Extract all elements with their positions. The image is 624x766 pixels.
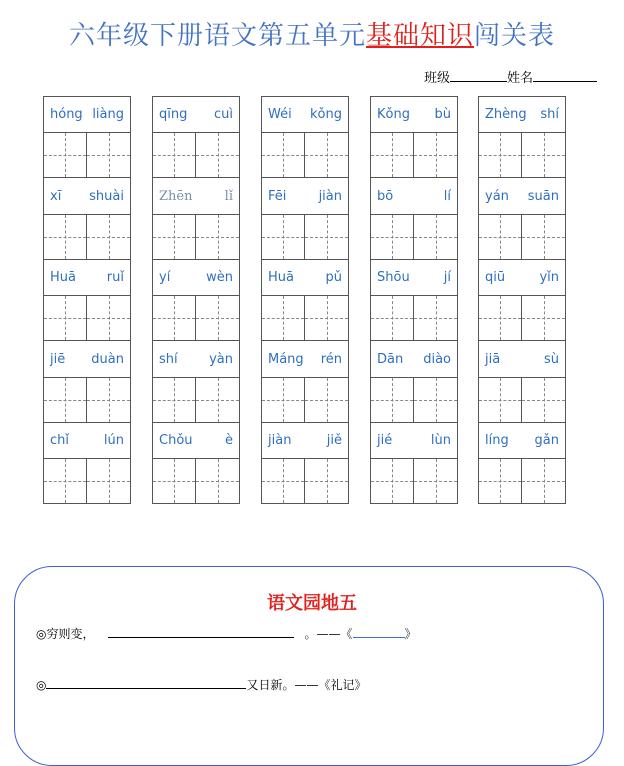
pinyin-label	[479, 260, 565, 296]
word-cell	[44, 342, 130, 423]
pinyin-syllable-2: gǎn	[534, 433, 559, 448]
pinyin-syllable-2: shí	[540, 107, 559, 122]
pinyin-syllable-1: jiē	[50, 351, 66, 367]
pinyin-syllable-2: rén	[320, 351, 342, 367]
pinyin-label	[371, 260, 457, 296]
word-cell	[371, 260, 457, 341]
word-cell	[479, 423, 565, 504]
section-title: 语文园地五	[267, 593, 357, 614]
pinyin-syllable-1: Zhēn	[159, 188, 193, 204]
word-cell	[153, 179, 239, 260]
title-prefix: 六年级下册语文第五单元	[68, 21, 366, 51]
quote-2-prefix: ◎	[36, 678, 47, 692]
writing-box[interactable]	[262, 459, 305, 504]
writing-box[interactable]	[414, 378, 457, 423]
writing-box[interactable]	[87, 459, 130, 504]
pinyin-syllable-1: jié	[377, 433, 393, 448]
pinyin-label	[44, 179, 130, 215]
pinyin-syllable-2: sù	[543, 351, 559, 367]
pinyin-syllable-2: liàng	[92, 107, 124, 122]
word-cell	[262, 179, 348, 260]
pinyin-syllable-1: Dān	[377, 351, 404, 367]
word-cell	[153, 423, 239, 504]
writing-box[interactable]	[87, 133, 130, 178]
pinyin-syllable-2: ruǐ	[106, 270, 124, 285]
writing-box[interactable]	[479, 378, 522, 423]
writing-box[interactable]	[153, 459, 196, 504]
pinyin-syllable-1: qīng	[159, 107, 188, 122]
pinyin-syllable-2: bù	[434, 107, 451, 122]
pinyin-column	[370, 96, 458, 504]
writing-box[interactable]	[371, 459, 414, 504]
writing-box[interactable]	[414, 133, 457, 178]
writing-box[interactable]	[153, 133, 196, 178]
pinyin-syllable-2: lún	[103, 433, 124, 448]
pinyin-label	[479, 179, 565, 215]
pinyin-label	[44, 342, 130, 378]
pinyin-label	[479, 423, 565, 459]
word-cell	[262, 260, 348, 341]
pinyin-syllable-2: yǐn	[539, 270, 559, 285]
word-cell	[262, 342, 348, 423]
writing-box[interactable]	[262, 215, 305, 260]
writing-box[interactable]	[371, 215, 414, 260]
writing-box[interactable]	[522, 378, 565, 423]
writing-box[interactable]	[305, 296, 348, 341]
writing-box[interactable]	[522, 215, 565, 260]
pinyin-label	[479, 342, 565, 378]
word-cell	[371, 342, 457, 423]
pinyin-syllable-1: Chǒu	[159, 433, 193, 448]
pinyin-syllable-1: chǐ	[50, 433, 69, 448]
word-cell	[262, 423, 348, 504]
pinyin-label	[262, 423, 348, 459]
writing-box[interactable]	[196, 296, 239, 341]
quote-1-prefix: ◎穷则变，	[36, 627, 95, 641]
pinyin-column	[152, 96, 240, 504]
writing-box[interactable]	[262, 378, 305, 423]
writing-box[interactable]	[371, 378, 414, 423]
writing-box[interactable]	[44, 459, 87, 504]
word-cell	[44, 260, 130, 341]
pinyin-syllable-2: lí	[443, 188, 451, 204]
writing-box[interactable]	[87, 296, 130, 341]
pinyin-label	[153, 423, 239, 459]
pinyin-syllable-2: yàn	[209, 351, 233, 367]
writing-box[interactable]	[153, 296, 196, 341]
pinyin-label	[44, 423, 130, 459]
word-cell	[479, 97, 565, 178]
pinyin-syllable-2: kǒng	[310, 107, 342, 122]
pinyin-syllable-1: hóng	[50, 107, 83, 122]
quote-2-blank[interactable]	[46, 676, 246, 689]
writing-box[interactable]	[479, 296, 522, 341]
pinyin-syllable-2: lùn	[430, 433, 451, 448]
pinyin-syllable-2: pǔ	[325, 270, 342, 285]
word-cell	[153, 342, 239, 423]
writing-box[interactable]	[479, 215, 522, 260]
writing-box[interactable]	[44, 378, 87, 423]
writing-box[interactable]	[414, 215, 457, 260]
pinyin-label	[262, 97, 348, 133]
class-blank[interactable]	[450, 69, 507, 82]
word-cell	[153, 97, 239, 178]
pinyin-column	[478, 96, 566, 504]
writing-box[interactable]	[196, 133, 239, 178]
writing-box[interactable]	[305, 459, 348, 504]
writing-box[interactable]	[153, 378, 196, 423]
pinyin-syllable-1: jiā	[485, 351, 501, 367]
pinyin-label	[371, 423, 457, 459]
word-cell	[371, 423, 457, 504]
pinyin-syllable-2: cuì	[214, 107, 233, 122]
pinyin-label	[262, 260, 348, 296]
writing-box[interactable]	[305, 133, 348, 178]
writing-box[interactable]	[305, 378, 348, 423]
writing-box[interactable]	[44, 296, 87, 341]
pinyin-label	[153, 342, 239, 378]
quote-1-mid: 。——《	[304, 627, 353, 641]
pinyin-syllable-2: lǐ	[224, 188, 233, 204]
writing-box[interactable]	[522, 296, 565, 341]
quote-1-source-blank[interactable]	[353, 625, 405, 638]
name-label: 姓名	[507, 71, 534, 86]
pinyin-syllable-2: jí	[443, 270, 451, 285]
pinyin-label	[371, 179, 457, 215]
pinyin-syllable-2: wèn	[206, 270, 233, 285]
pinyin-syllable-1: Wéi	[268, 107, 292, 122]
quote-line-2	[36, 676, 367, 693]
page-title	[0, 15, 624, 52]
pinyin-syllable-1: yí	[159, 270, 171, 285]
writing-box[interactable]	[262, 133, 305, 178]
pinyin-syllable-2: diào	[423, 351, 451, 367]
pinyin-label	[44, 260, 130, 296]
pinyin-syllable-1: shí	[159, 351, 178, 367]
title-highlight: 基础知识	[365, 21, 474, 51]
word-cell	[153, 260, 239, 341]
quote-1-suffix: 》	[404, 627, 417, 641]
writing-box[interactable]	[196, 215, 239, 260]
writing-box[interactable]	[371, 296, 414, 341]
word-cell	[479, 179, 565, 260]
pinyin-syllable-1: Kǒng	[377, 107, 410, 122]
word-cell	[44, 97, 130, 178]
pinyin-syllable-2: è	[225, 433, 233, 448]
word-cell	[479, 342, 565, 423]
pinyin-syllable-1: qiū	[485, 270, 506, 285]
pinyin-label	[262, 179, 348, 215]
writing-box[interactable]	[87, 378, 130, 423]
writing-box[interactable]	[522, 133, 565, 178]
writing-box[interactable]	[153, 215, 196, 260]
pinyin-syllable-1: yán	[485, 188, 509, 204]
quote-1-blank[interactable]	[108, 625, 294, 638]
title-suffix: 闯关表	[474, 21, 556, 51]
quote-line-1	[36, 625, 417, 642]
writing-box[interactable]	[87, 215, 130, 260]
quote-2-suffix: 又日新。——《礼记》	[246, 678, 367, 692]
pinyin-column	[43, 96, 131, 504]
writing-box[interactable]	[305, 215, 348, 260]
writing-box[interactable]	[522, 459, 565, 504]
pinyin-syllable-1: Zhèng	[485, 107, 527, 122]
pinyin-syllable-1: Huā	[50, 270, 76, 285]
pinyin-syllable-1: bō	[377, 188, 394, 204]
pinyin-syllable-1: Máng	[268, 351, 304, 367]
pinyin-syllable-2: duàn	[91, 351, 124, 367]
pinyin-label	[153, 179, 239, 215]
writing-box[interactable]	[196, 459, 239, 504]
word-cell	[44, 179, 130, 260]
writing-box[interactable]	[479, 459, 522, 504]
name-blank[interactable]	[533, 69, 597, 82]
pinyin-label	[262, 342, 348, 378]
pinyin-label	[44, 97, 130, 133]
word-cell	[479, 260, 565, 341]
writing-box[interactable]	[371, 133, 414, 178]
writing-box[interactable]	[44, 215, 87, 260]
pinyin-syllable-1: líng	[485, 433, 509, 448]
pinyin-syllable-1: Huā	[268, 270, 294, 285]
pinyin-syllable-2: jiàn	[318, 188, 342, 204]
pinyin-syllable-2: jiě	[326, 433, 342, 448]
pinyin-label	[153, 260, 239, 296]
pinyin-syllable-2: suān	[527, 188, 559, 204]
pinyin-syllable-1: Fēi	[268, 188, 287, 204]
class-label: 班级	[424, 71, 451, 86]
writing-box[interactable]	[262, 296, 305, 341]
word-cell	[44, 423, 130, 504]
writing-box[interactable]	[196, 378, 239, 423]
word-cell	[262, 97, 348, 178]
writing-box[interactable]	[44, 133, 87, 178]
pinyin-label	[371, 97, 457, 133]
pinyin-label	[153, 97, 239, 133]
pinyin-syllable-1: xī	[50, 188, 62, 204]
pinyin-syllable-2: shuài	[89, 188, 124, 204]
writing-box[interactable]	[414, 459, 457, 504]
writing-box[interactable]	[414, 296, 457, 341]
pinyin-syllable-1: Shōu	[377, 270, 410, 285]
student-info	[424, 67, 597, 86]
pinyin-column	[261, 96, 349, 504]
word-cell	[371, 97, 457, 178]
pinyin-label	[479, 97, 565, 133]
word-cell	[371, 179, 457, 260]
writing-box[interactable]	[479, 133, 522, 178]
pinyin-syllable-1: jiàn	[268, 433, 292, 448]
pinyin-label	[371, 342, 457, 378]
